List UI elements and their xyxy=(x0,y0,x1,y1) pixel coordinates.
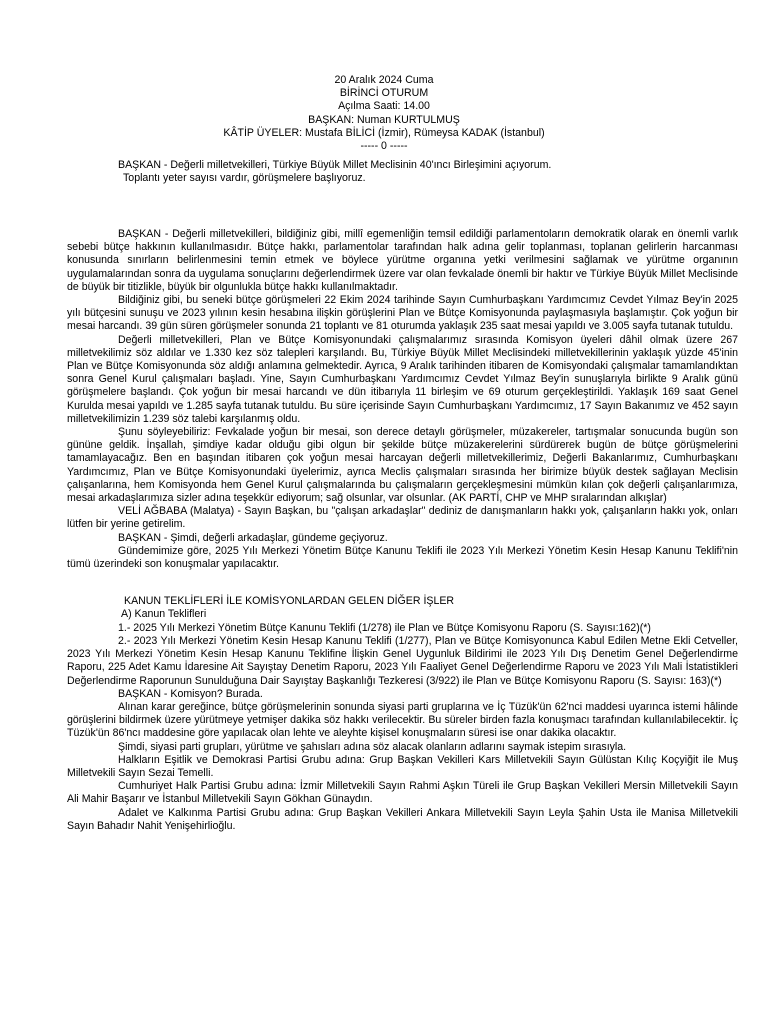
section-title: KANUN TEKLİFLERİ İLE KOMİSYONLARDAN GELEN DİĞER İŞLER xyxy=(124,595,455,608)
paragraph: VELİ AĞBABA (Malatya) - Sayın Başkan, bu "çalışan arkadaşlar" dediniz de danışmanların hakkı yok, çalışanların hakkı yok, onları lütfen bir yerine getirelim. xyxy=(67,505,738,531)
agenda-item: 1.- 2025 Yılı Merkezi Yönetim Bütçe Kanunu Teklifi (1/278) ile Plan ve Bütçe Komisyonu Raporu (S. Sayısı:162)(*) xyxy=(118,621,651,634)
paragraph: Şimdi, siyasi parti grupları, yürütme ve şahısları adına söz alacak olanların adlarını saymak istерim sırasıyla. xyxy=(118,740,627,753)
paragraph: Değerli milletvekilleri, Plan ve Bütçe Komisyonundaki çalışmalarımız sırasında Komisyon üyeleri dâhil olmak üzere 267 milletvekilimiz söz aldılar ve 1.330 kez söz talepleri karşılandı. Bu, Türkiye Büyük Millet Meclisindeki milletvekillerinin yaklaşık yüzde 45'inin Plan ve Bütçe Komisyonunda söz aldığı anlamına gelmektedir. Ayrıca, 9 Aralık tarihinden itibaren de Komisyondaki çalışmalar tamamlandıktan sonra Genel Kurul çalışmaları başladı. Yine, Sayın Cumhurbaşkanı Yardımcımız Cevdet Yılmaz Bey'in sunuşlarıyla birlikte 9 Aralık günü görüşmelere başlandı. Çok yoğun bir mesai harcandı ve dün itibarıyla 11 birleşim ve 69 oturum gerçekleştirildi. Yaklaşık 169 saat Genel Kurulda mesai yapıldı ve 1.285 sayfa tutanak tutuldu. Bu süre içerisinde Sayın Cumhurbaşkanı Yardımcımız, 17 Sayın Bakanımız ve 452 sayın milletvekilimizin 1.239 söz talebi karşılanmış oldu. xyxy=(67,333,738,425)
session-name: BİRİNCİ OTURUM xyxy=(339,87,429,100)
opening-line: Toplantı yeter sayısı vardır, görüşmelere başlıyoruz. xyxy=(123,172,366,185)
opening-line: BAŞKAN - Değerli milletvekilleri, Türkiye Büyük Millet Meclisinin 40'ıncı Birleşimini açıyorum. xyxy=(118,159,552,171)
paragraph: Şunu söyleyebiliriz: Fevkalade yoğun bir mesai, son derece detaylı görüşmeler, müzakereler, tartışmalar sonucunda bugün son gününe geldik. İnşallah, şimdiye kadar olduğu gibi olgun bir şekilde bütçe müzakerelerini sürdürerek bugün de bütçe görüşmelerini tamamlayacağız. Ben en başından itibaren çok yoğun mesai harcayan değerli milletvekillerimiz, Değerli Bakanlarımız, Cumhurbaşkanı Yardımcımız, Plan ve Bütçe Komisyonundaki üyelerimiz, ayrıca Meclis çalışmaları sırasında her birimize büyük destek sağlayan Meclisin çalışanlarına, hem Komisyonda hem Genel Kurul çalışmalarında bu çalışmaların gerçekleşmesini mümkün kılan çok değerli çalışanlarımıza, mesai arkadaşlarımıza sizler adına teşekkür ediyorum; sağ olsunlar, var olsunlar. (AK PARTİ, CHP ve MHP sıralarından alkışlar) xyxy=(67,426,738,505)
paragraph: BAŞKAN - Değerli milletvekilleri, bildiğiniz gibi, millî egemenliğin temsil edildiği parlamentoların demokratik olarak en önemli varlık sebebi bütçe hakkının kullanılmasıdır. Bütçe hakkı, parlamentolar tarafından halk adına gelir toplanması, toplanan gelirlerin harcanması konusunda sınırların belirlenmesini temin etmek ve böylece yürütme organına yetki verilmesini sağlamak ve yürütme organının uygulamalarından sonra da uygulama sonuçlarını değerlendirmek üzere var olan fevkalade önemli bir haktır ve Türkiye Büyük Millet Meclisinde de büyük bir titizlikle, büyük bir olgunlukla bütçe hakkı kullanılmaktadır. xyxy=(67,228,738,293)
paragraph: Cumhuriyet Halk Partisi Grubu adına: İzmir Milletvekili Sayın Rahmi Aşkın Türeli ile Grup Başkan Vekilleri Mersin Milletvekili Sayın Ali Mahir Başarır ve İstanbul Milletvekili Sayın Gökhan Günaydın. xyxy=(67,780,738,806)
paragraph: Bildiğiniz gibi, bu seneki bütçe görüşmeleri 22 Ekim 2024 tarihinde Sayın Cumhurbaşkanı Yardımcımız Cevdet Yılmaz Bey'in 2025 yılı bütçesini sunuşu ve 2023 yılının kesin hesabına ilişkin görüşlerini Plan ve Bütçe Komisyonunda paylaşmasıyla başlamıştır. Çok yoğun bir mesai harcandı. 39 gün süren görüşmeler sonunda 21 toplantı ve 81 oturumda yaklaşık 235 saat mesai yapıldı ve 3.005 sayfa tutanak tutuldu. xyxy=(67,294,738,333)
paragraph: BAŞKAN - Şimdi, değerli arkadaşlar, gündeme geçiyoruz. xyxy=(118,531,388,544)
session-header xyxy=(0,74,768,153)
paragraph: Halkların Eşitlik ve Demokrasi Partisi Grubu adına: Grup Başkan Vekilleri Kars Milletvekili Sayın Gülüstan Kılıç Koçyiğit ile Muş Milletvekili Sayın Sezai Temelli. xyxy=(67,753,738,779)
agenda-item: 2.- 2023 Yılı Merkezi Yönetim Kesin Hesap Kanunu Teklifi (1/277), Plan ve Bütçe Komisyonunca Kabul Edilen Metne Ekli Cetveller, 2023 Yılı Merkezi Yönetim Kesin Hesap Kanunu Teklifine İlişkin Genel Uygunluk Bildirimi ile 2023 Yılı Dış Denetim Genel Değerlendirme Raporu, 225 Adet Kamu İdaresine Ait Sayıştay Denetim Raporu, 2023 Yılı Faaliyet Genel Değerlendirme Raporu ve 2023 Yılı Mali İstatistikleri Değerlendirme Raporunun Sunulduğuna Dair Sayıştay Başkanlığı Tezkeresi (3/922) ile Plan ve Bütçe Komisyonu Raporu (S. Sayısı: 163)(*) xyxy=(67,634,738,687)
transcript-body xyxy=(67,228,738,833)
opening-statement xyxy=(118,159,738,185)
paragraph: BAŞKAN - Komisyon? Burada. xyxy=(118,687,263,700)
session-date: 20 Aralık 2024 Cuma xyxy=(334,74,434,86)
subsection-title: A) Kanun Teklifleri xyxy=(121,608,207,621)
opening-time: Açılma Saati: 14.00 xyxy=(338,100,430,113)
paragraph: Gündemimize göre, 2025 Yılı Merkezi Yönetim Bütçe Kanunu Teklifi ile 2023 Yılı Merkezi Yönetim Kesin Hesap Kanunu Teklifi'nin tümü üzerindeki son konuşmalar yapılacaktır. xyxy=(67,544,738,571)
paragraph: Alınan karar gereğince, bütçe görüşmelerinin sonunda siyasi parti gruplarına ve İç Tüzük'ün 62'nci maddesi uyarınca istemi hâlinde görüşlerini bildirmek üzere yürütmeye yetmişer dakika söz hakkı verilecektir. Bu süreler birden fazla konuşmacı tarafından kullanılabilecektir. İç Tüzük'ün 86'ncı maddesine göre yapılacak olan lehte ve aleyhte kişisel konuşmaların süresi ise onar dakika olacaktır. xyxy=(67,700,738,740)
separator: ----- 0 ----- xyxy=(360,140,408,153)
president: BAŞKAN: Numan KURTULMUŞ xyxy=(308,113,460,126)
paragraph: Adalet ve Kalkınma Partisi Grubu adına: Grup Başkan Vekilleri Ankara Milletvekili Sayın Leyla Şahin Usta ile Manisa Milletvekili Sayın Bahadır Nahit Yenişehirlioğlu. xyxy=(67,806,738,832)
secretaries: KÂTİP ÜYELER: Mustafa BİLİCİ (İzmir), Rümeysa KADAK (İstanbul) xyxy=(223,126,545,139)
